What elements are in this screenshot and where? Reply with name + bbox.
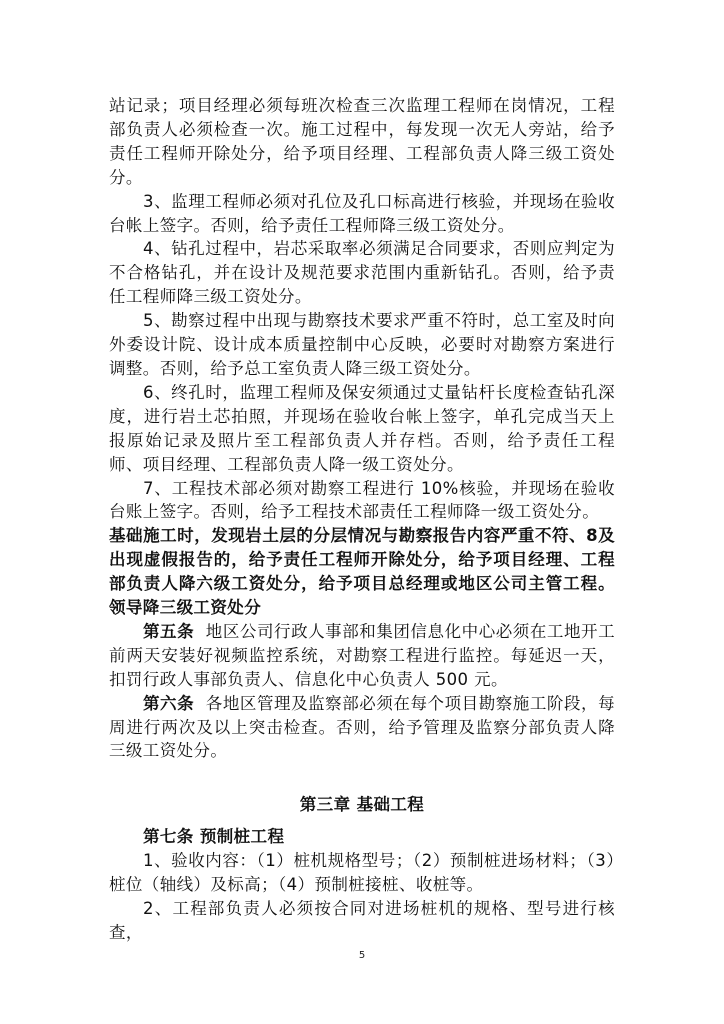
spacer <box>109 817 615 825</box>
paragraph-item-6: 6、终孔时，监理工程师及保安须通过丈量钻杆长度检查钻孔深度，进行岩土芯拍照，并现场在验收台帐上签字，单孔完成当天上报原始记录及照片至工程部负责人并存档。否则，给予责任工程师、项目经理、工程部负责人降一级工资处分。 <box>109 382 615 474</box>
paragraph-item-7: 7、工程技术部必须对勘察工程进行 10%核验，并现场在验收台账上签字。否则，给予工程技术部责任工程师降一级工资处分。 <box>109 478 615 522</box>
chapter-title: 第三章 基础工程 <box>299 795 425 815</box>
paragraph-continuation: 站记录；项目经理必须每班次检查三次监理工程师在岗情况，工程部负责人必须检查一次。施工过程中，每发现一次无人旁站，给予责任工程师开除处分，给予项目经理、工程部负责人降三级工资处分。 <box>109 96 615 187</box>
paragraph-item-4: 4、钻孔过程中，岩芯采取率必须满足合同要求，否则应判定为不合格钻孔，并在设计及规范要求范围内重新钻孔。否则，给予责任工程师降三级工资处分。 <box>109 239 615 307</box>
list-item-2: 2、工程部负责人必须按合同对进场桩机的规格、型号进行核查， <box>109 899 615 942</box>
paragraph-item-3: 3、监理工程师必须对孔位及孔口标高进行核验，并现场在验收台帐上签字。否则，给予责任工程师降三级工资处分。 <box>109 191 615 235</box>
article-7-heading: 第七条 预制桩工程 <box>143 827 285 847</box>
article-6-label: 第六条 <box>143 693 195 713</box>
article-6-text: 各地区管理及监察部必须在每个项目勘察施工阶段，每周进行两次及以上突击检查。否则，给予管理及监察分部负责人降三级工资处分。 <box>109 693 615 761</box>
article-6 <box>109 692 615 764</box>
article-5-text: 地区公司行政人事部和集团信息化中心必须在工地开工前两天安装好视频监控系统，对勘察工程进行监控。每延迟一天，扣罚行政人事部负责人、信息化中心负责人 500 元。 <box>109 621 615 689</box>
bold-penalty-paragraph: 基础施工时，发现岩土层的分层情况与勘察报告内容严重不符、8及出现虚假报告的，给予责任工程师开除处分，给予项目经理、工程部负责人降六级工资处分，给予项目总经理或地区公司主管工程。领导降三级工资处分 <box>109 526 615 618</box>
page-body <box>109 94 615 945</box>
page-number: 5 <box>358 950 366 961</box>
paragraph-item-5: 5、勘察过程中出现与勘察技术要求严重不符时，总工室及时向外委设计院、设计成本质量控制中心反映，必要时对勘察方案进行调整。否则，给予总工室负责人降三级工资处分。 <box>109 311 615 378</box>
article-5 <box>109 620 615 692</box>
spacer <box>109 763 615 793</box>
list-item-1: 1、验收内容：（1）桩机规格型号；（2）预制桩进场材料；（3）桩位（轴线）及标高；（4）预制桩接桩、收桩等。 <box>109 851 615 895</box>
article-5-label: 第五条 <box>143 621 195 641</box>
